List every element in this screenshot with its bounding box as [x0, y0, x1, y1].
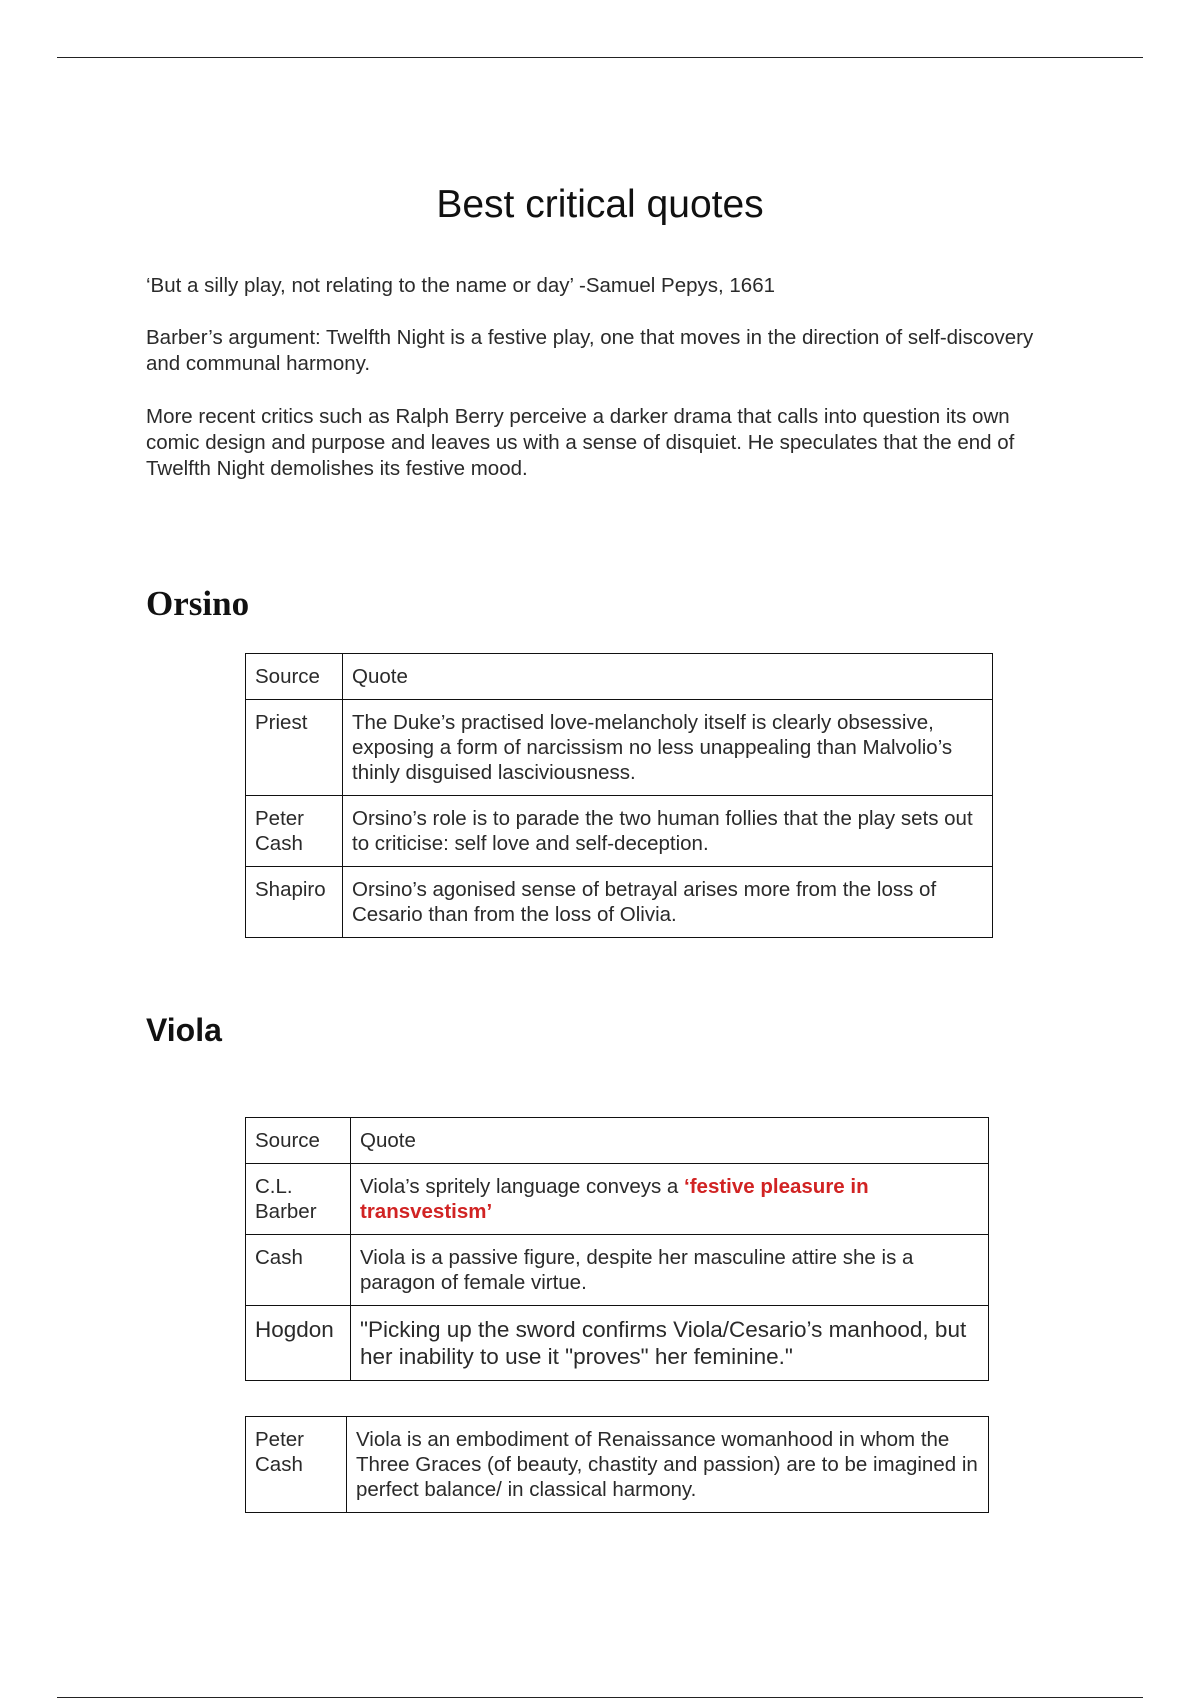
table-row	[246, 1417, 989, 1513]
source-cell: Shapiro	[246, 867, 343, 938]
intro-paragraph-pepys: ‘But a silly play, not relating to the name or day’ -Samuel Pepys, 1661	[146, 274, 776, 297]
table-row	[246, 867, 993, 938]
orsino-quotes-table	[245, 653, 993, 938]
top-rule	[57, 57, 1143, 58]
quote-cell: Orsino’s agonised sense of betrayal arises more from the loss of Cesario than from the loss of Olivia.	[343, 867, 993, 938]
source-cell: Cash	[246, 1235, 351, 1306]
header-quote-cell: Quote	[343, 654, 993, 700]
table-row	[246, 700, 993, 796]
quote-cell: Viola is a passive figure, despite her masculine attire she is a paragon of female virtue.	[351, 1235, 989, 1306]
source-cell: Priest	[246, 700, 343, 796]
table-row	[246, 1164, 989, 1235]
viola-extra-quote-table	[245, 1416, 989, 1513]
header-quote-cell: Quote	[351, 1118, 989, 1164]
table-row	[246, 1306, 989, 1381]
table-row	[246, 796, 993, 867]
quote-cell: Orsino’s role is to parade the two human follies that the play sets out to criticise: self love and self-deception.	[343, 796, 993, 867]
bottom-rule	[57, 1697, 1143, 1698]
table-row	[246, 1235, 989, 1306]
intro-paragraph-berry: More recent critics such as Ralph Berry perceive a darker drama that calls into question its own comic design and purpose and leaves us with a sense of disquiet. He speculates that the end of Twelfth Night demolishes its festive mood.	[146, 405, 1015, 480]
viola-quotes-table	[245, 1117, 989, 1381]
viola-heading: Viola	[146, 1012, 222, 1048]
quote-cell: Viola is an embodiment of Renaissance womanhood in whom the Three Graces (of beauty, chastity and passion) are to be imagined in perfect balance/ in classical harmony.	[347, 1417, 989, 1513]
intro-paragraph-barber: Barber’s argument: Twelfth Night is a festive play, one that moves in the direction of self-discovery and communal harmony.	[146, 326, 1034, 375]
quote-emphasis: ‘festive pleasure in transvestism’	[360, 1175, 869, 1223]
quote-cell: "Picking up the sword confirms Viola/Cesario’s manhood, but her inability to use it "proves" her feminine."	[351, 1306, 989, 1381]
table-header-row	[246, 1118, 989, 1164]
orsino-heading: Orsino	[146, 584, 250, 623]
page-title: Best critical quotes	[436, 183, 764, 226]
source-cell: Peter Cash	[246, 1417, 347, 1513]
quote-cell	[351, 1164, 989, 1235]
table-header-row	[246, 654, 993, 700]
source-cell: Hogdon	[246, 1306, 351, 1381]
quote-text: Viola’s spritely language conveys a	[360, 1175, 685, 1198]
source-cell: Peter Cash	[246, 796, 343, 867]
header-source-cell: Source	[246, 1118, 351, 1164]
quote-cell: The Duke’s practised love-melancholy itself is clearly obsessive, exposing a form of narcissism no less unappealing than Malvolio’s thinly disguised lasciviousness.	[343, 700, 993, 796]
source-cell: C.L. Barber	[246, 1164, 351, 1235]
header-source-cell: Source	[246, 654, 343, 700]
